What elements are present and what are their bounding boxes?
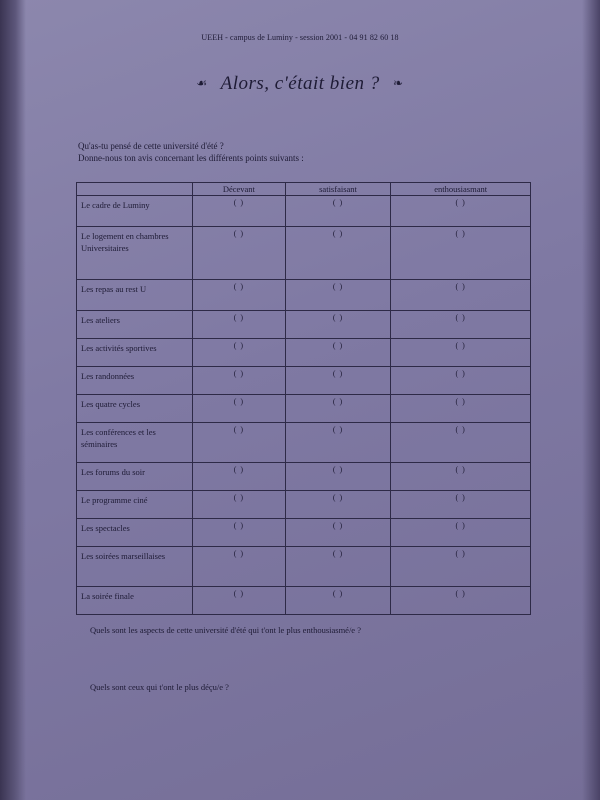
rating-option-satisfaisant[interactable]: ( ) xyxy=(285,463,391,491)
rating-option-satisfaisant[interactable]: ( ) xyxy=(285,519,391,547)
intro-text xyxy=(78,140,304,164)
row-label: Les spectacles xyxy=(77,519,193,547)
rating-option-decevant[interactable]: ( ) xyxy=(193,519,286,547)
table-row xyxy=(77,463,531,491)
rating-option-decevant[interactable]: ( ) xyxy=(193,339,286,367)
rating-option-decevant[interactable]: ( ) xyxy=(193,423,286,463)
rating-option-satisfaisant[interactable]: ( ) xyxy=(285,367,391,395)
rating-option-satisfaisant[interactable]: ( ) xyxy=(285,423,391,463)
row-label: Les soirées marseillaises xyxy=(77,547,193,587)
row-label: Les ateliers xyxy=(77,311,193,339)
table-row xyxy=(77,196,531,227)
rating-option-satisfaisant[interactable]: ( ) xyxy=(285,339,391,367)
column-header-blank xyxy=(77,183,193,196)
row-label: Le cadre de Luminy xyxy=(77,196,193,227)
rating-option-enthousiasmant[interactable]: ( ) xyxy=(391,395,531,423)
survey-title xyxy=(0,73,600,95)
right-ornament-icon: ❧ xyxy=(393,76,404,90)
rating-option-enthousiasmant[interactable]: ( ) xyxy=(391,463,531,491)
rating-option-decevant[interactable]: ( ) xyxy=(193,280,286,311)
table-row xyxy=(77,587,531,615)
rating-option-enthousiasmant[interactable]: ( ) xyxy=(391,280,531,311)
row-label: Les conférences et les séminaires xyxy=(77,423,193,463)
page-edge-shadow-right xyxy=(582,0,600,800)
rating-option-decevant[interactable]: ( ) xyxy=(193,547,286,587)
rating-option-enthousiasmant[interactable]: ( ) xyxy=(391,196,531,227)
rating-option-decevant[interactable]: ( ) xyxy=(193,311,286,339)
page-edge-shadow xyxy=(0,0,26,800)
rating-option-enthousiasmant[interactable]: ( ) xyxy=(391,227,531,280)
column-header-enthousiasmant: enthousiasmant xyxy=(391,183,531,196)
table-row xyxy=(77,395,531,423)
rating-option-decevant[interactable]: ( ) xyxy=(193,463,286,491)
intro-line-2: Donne-nous ton avis concernant les différents points suivants : xyxy=(78,153,304,163)
intro-line-1: Qu'as-tu pensé de cette université d'été ? xyxy=(78,141,224,151)
question-most-disappointed: Quels sont ceux qui t'ont le plus déçu/e ? xyxy=(90,682,229,692)
row-label: La soirée finale xyxy=(77,587,193,615)
rating-option-decevant[interactable]: ( ) xyxy=(193,227,286,280)
row-label: Les randonnées xyxy=(77,367,193,395)
table-row xyxy=(77,519,531,547)
rating-option-satisfaisant[interactable]: ( ) xyxy=(285,395,391,423)
table-row xyxy=(77,367,531,395)
column-header-satisfaisant: satisfaisant xyxy=(285,183,391,196)
rating-option-enthousiasmant[interactable]: ( ) xyxy=(391,339,531,367)
rating-option-decevant[interactable]: ( ) xyxy=(193,395,286,423)
rating-option-satisfaisant[interactable]: ( ) xyxy=(285,547,391,587)
rating-option-enthousiasmant[interactable]: ( ) xyxy=(391,587,531,615)
rating-option-enthousiasmant[interactable]: ( ) xyxy=(391,491,531,519)
table-row xyxy=(77,227,531,280)
rating-option-satisfaisant[interactable]: ( ) xyxy=(285,491,391,519)
row-label: Le logement en chambres Universitaires xyxy=(77,227,193,280)
rating-option-enthousiasmant[interactable]: ( ) xyxy=(391,547,531,587)
rating-table xyxy=(76,182,531,615)
table-row xyxy=(77,280,531,311)
row-label: Les activités sportives xyxy=(77,339,193,367)
question-most-enthusiastic: Quels sont les aspects de cette université d'été qui t'ont le plus enthousiasmé/e ? xyxy=(90,625,361,635)
rating-option-satisfaisant[interactable]: ( ) xyxy=(285,587,391,615)
column-header-decevant: Décevant xyxy=(193,183,286,196)
rating-option-enthousiasmant[interactable]: ( ) xyxy=(391,311,531,339)
table-row xyxy=(77,491,531,519)
row-label: Les repas au rest U xyxy=(77,280,193,311)
table-row xyxy=(77,339,531,367)
table-row xyxy=(77,423,531,463)
rating-option-satisfaisant[interactable]: ( ) xyxy=(285,280,391,311)
survey-title-text: Alors, c'était bien ? xyxy=(220,73,380,94)
rating-option-enthousiasmant[interactable]: ( ) xyxy=(391,423,531,463)
table-row xyxy=(77,311,531,339)
rating-option-decevant[interactable]: ( ) xyxy=(193,196,286,227)
rating-option-decevant[interactable]: ( ) xyxy=(193,587,286,615)
rating-option-enthousiasmant[interactable]: ( ) xyxy=(391,367,531,395)
rating-option-satisfaisant[interactable]: ( ) xyxy=(285,196,391,227)
rating-table-header xyxy=(77,183,531,196)
rating-option-decevant[interactable]: ( ) xyxy=(193,367,286,395)
rating-option-enthousiasmant[interactable]: ( ) xyxy=(391,519,531,547)
document-header: UEEH - campus de Luminy - session 2001 - 04 91 82 60 18 xyxy=(201,33,399,42)
row-label: Les forums du soir xyxy=(77,463,193,491)
rating-option-satisfaisant[interactable]: ( ) xyxy=(285,311,391,339)
left-ornament-icon: ☙ xyxy=(196,76,208,90)
table-row xyxy=(77,547,531,587)
row-label: Le programme ciné xyxy=(77,491,193,519)
row-label: Les quatre cycles xyxy=(77,395,193,423)
rating-option-decevant[interactable]: ( ) xyxy=(193,491,286,519)
rating-option-satisfaisant[interactable]: ( ) xyxy=(285,227,391,280)
